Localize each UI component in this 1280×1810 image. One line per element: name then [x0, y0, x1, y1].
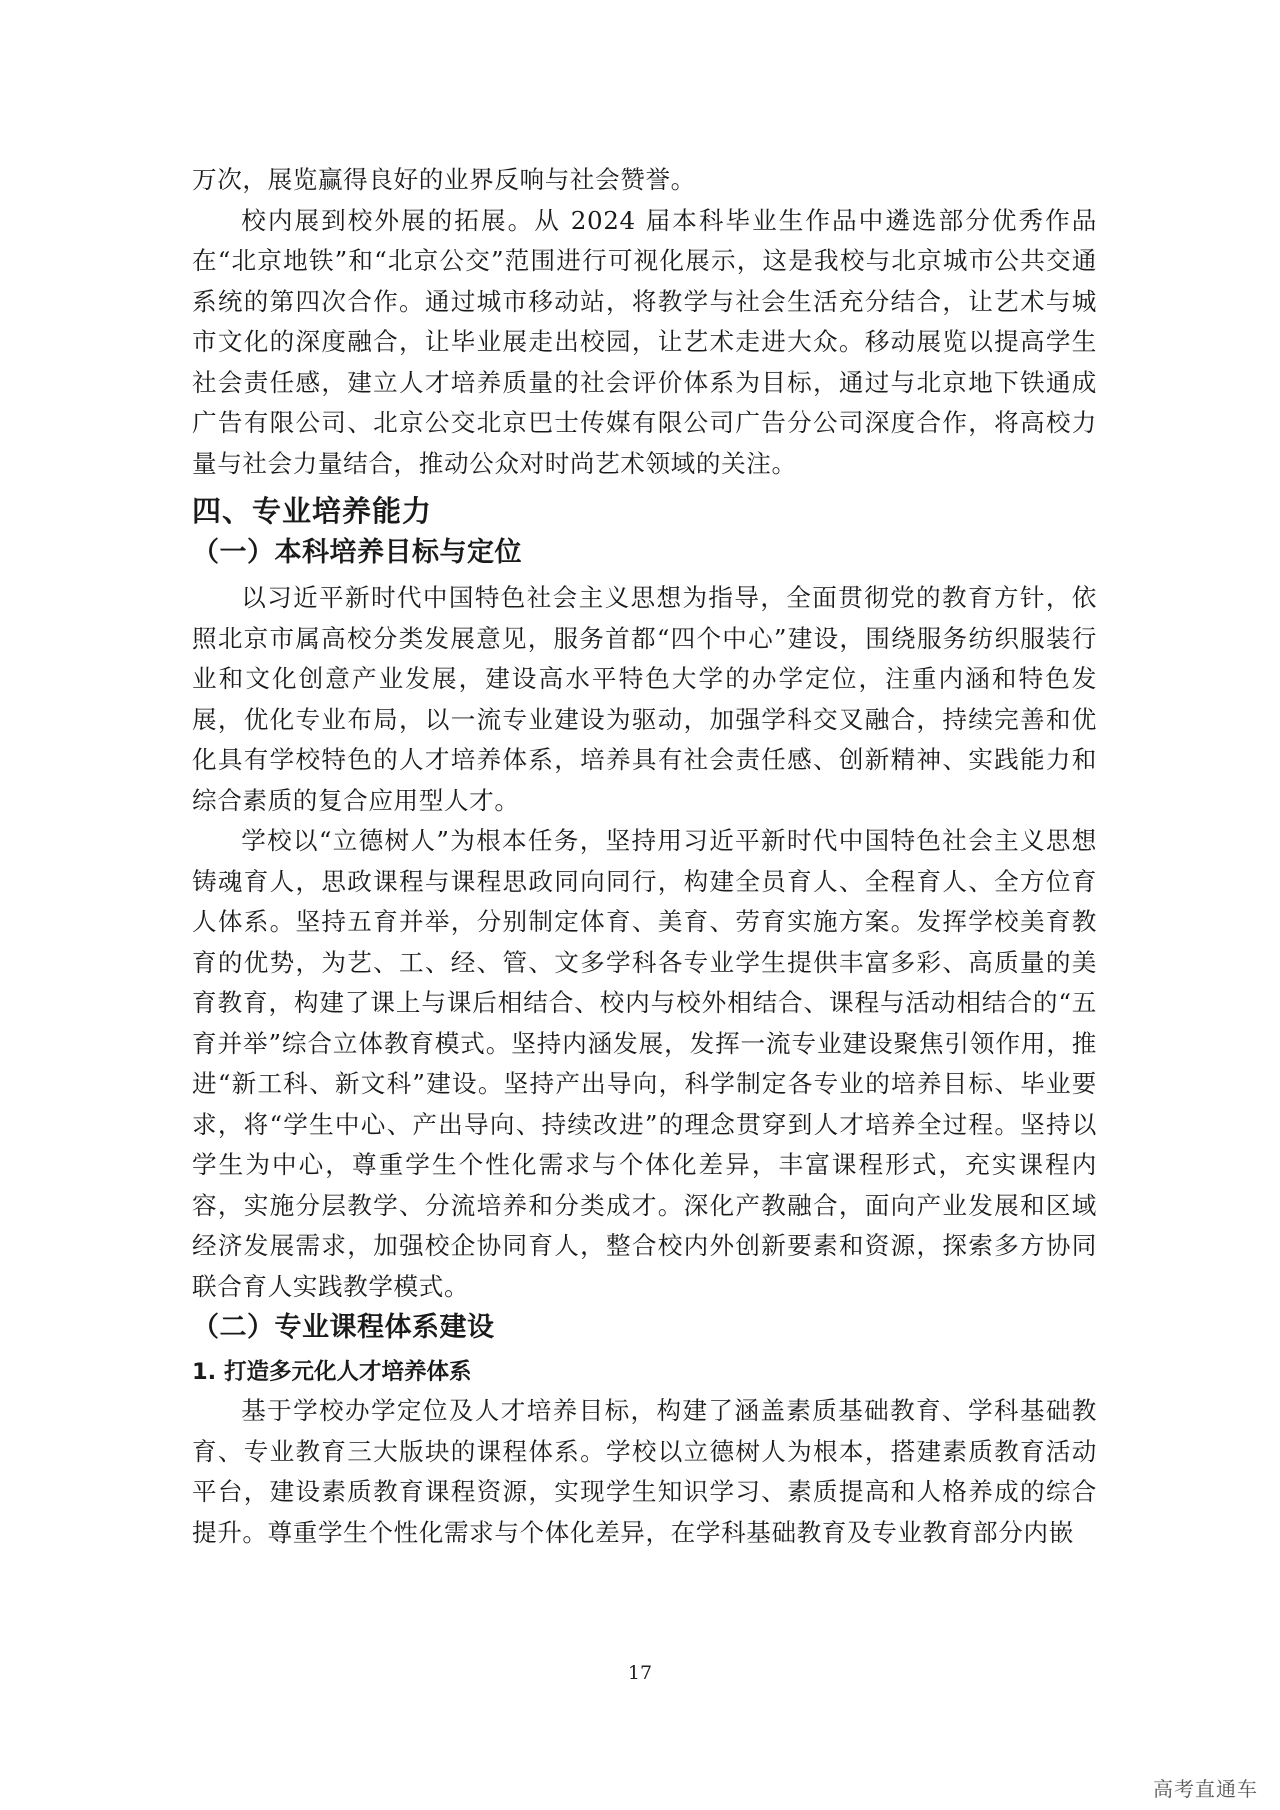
subsection-heading-goals: （一）本科培养目标与定位 [192, 537, 522, 568]
paragraph-guiding-ideology: 以习近平新时代中国特色社会主义思想为指导，全面贯彻党的教育方针，依照北京市属高校分类发展意见，服务首都“四个中心”建设，围绕服务纺织服装行业和文化创意产业发展，建设高水平特色大学的办学定位，注重内涵和特色发展，优化专业布局，以一流专业建设为驱动，加强学科交叉融合，持续完善和优化具有学校特色的人才培养体系，培养具有社会责任感、创新精神、实践能力和综合素质的复合应用型人才。 [192, 583, 1097, 815]
paragraph-continued: 万次，展览赢得良好的业界反响与社会赞誉。 [192, 165, 696, 194]
paragraph-curriculum-system: 基于学校办学定位及人才培养目标，构建了涵盖素质基础教育、学科基础教育、专业教育三大版块的课程体系。学校以立德树人为根本，搭建素质教育活动平台，建设素质教育课程资源，实现学生知识学习、素质提高和人格养成的综合提升。尊重学生个性化需求与个体化差异，在学科基础教育及专业教育部分内嵌 [192, 1396, 1097, 1547]
page-number: 17 [627, 1662, 653, 1684]
paragraph-moral-education: 学校以“立德树人”为根本任务，坚持用习近平新时代中国特色社会主义思想铸魂育人，思政课程与课程思政同向同行，构建全员育人、全程育人、全方位育人体系。坚持五育并举，分别制定体育、美育、劳育实施方案。发挥学校美育教育的优势，为艺、工、经、管、文多学科各专业学生提供丰富多彩、高质量的美育教育，构建了课上与课后相结合、校内与校外相结合、课程与活动相结合的“五育并举”综合立体教育模式。坚持内涵发展，发挥一流专业建设聚焦引领作用，推进“新工科、新文科”建设。坚持产出导向，科学制定各专业的培养目标、毕业要求，将“学生中心、产出导向、持续改进”的理念贯穿到人才培养全过程。坚持以学生为中心，尊重学生个性化需求与个体化差异，丰富课程形式，充实课程内容，实施分层教学、分流培养和分类成才。深化产教融合，面向产业发展和区域经济发展需求，加强校企协同育人，整合校内外创新要素和资源，探索多方协同联合育人实践教学模式。 [192, 826, 1097, 1301]
item-heading-diversified-system: 1. 打造多元化人才培养体系 [192, 1359, 472, 1385]
watermark: 高考直通车 [1153, 1777, 1258, 1801]
document-body [192, 160, 1097, 1553]
paragraph-exhibition-expansion: 校内展到校外展的拓展。从 2024 届本科毕业生作品中遴选部分优秀作品在“北京地铁”和“北京公交”范围进行可视化展示，这是我校与北京城市公共交通系统的第四次合作。通过城市移动站，将教学与社会生活充分结合，让艺术与城市文化的深度融合，让毕业展走出校园，让艺术走进大众。移动展览以提高学生社会责任感，建立人才培养质量的社会评价体系为目标，通过与北京地下铁通成广告有限公司、北京公交北京巴士传媒有限公司广告分公司深度合作，将高校力量与社会力量结合，推动公众对时尚艺术领域的关注。 [192, 205, 1097, 478]
subsection-heading-curriculum: （二）专业课程体系建设 [192, 1312, 495, 1343]
section-heading: 四、专业培养能力 [192, 494, 433, 528]
